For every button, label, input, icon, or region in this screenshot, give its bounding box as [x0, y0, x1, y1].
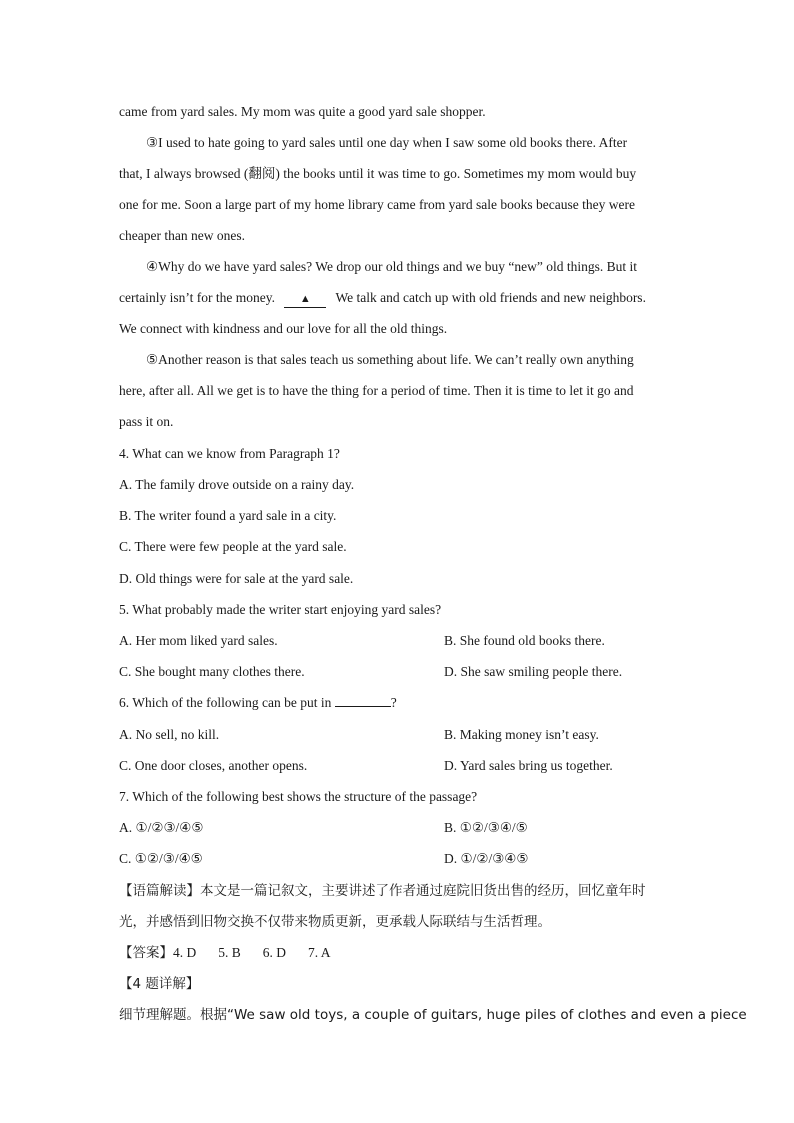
answer-blank: ▲	[284, 291, 326, 308]
question-4-option-c: C. There were few people at the yard sale.	[119, 539, 347, 554]
answer-key	[119, 943, 331, 963]
question-6-stem-end: ?	[390, 695, 397, 710]
paragraph-3-line: one for me. Soon a large part of my home library came from yard sale books because they were	[119, 197, 635, 212]
passage-interpretation: 【语篇解读】本文是一篇记叙文，主要讲述了作者通过庭院旧货出售的经历，回忆童年时	[119, 883, 646, 899]
question-4-option-a: A. The family drove outside on a rainy day.	[119, 477, 355, 492]
passage-interpretation: 光，并感悟到旧物交换不仅带来物质更新，更承载人际联结与生活哲理。	[119, 914, 551, 930]
question-5-option-d: D. She saw smiling people there.	[444, 664, 623, 679]
paragraph-5-line: ⑤Another reason is that sales teach us something about life. We can’t really own anything	[146, 352, 634, 367]
paragraph-4-line: We connect with kindness and our love for all the old things.	[119, 321, 448, 336]
answer-item: 4. D	[173, 945, 197, 960]
question-6-stem-text: 6. Which of the following can be put in	[119, 695, 332, 710]
question-5-option-a: A. Her mom liked yard sales.	[119, 633, 278, 648]
question-5-option-b: B. She found old books there.	[444, 633, 605, 648]
question-6-option-a: A. No sell, no kill.	[119, 727, 220, 742]
passage-line: came from yard sales. My mom was quite a good yard sale shopper.	[119, 104, 486, 119]
paragraph-4-line: ④Why do we have yard sales? We drop our old things and we buy “new” old things. But it	[146, 259, 638, 274]
question-7-option-c: C. ①②/③/④⑤	[119, 851, 203, 866]
question-5-option-c: C. She bought many clothes there.	[119, 664, 305, 679]
question-4-detail-content: 细节理解题。根据“We saw old toys, a couple of guitars, huge piles of clothes and even a piece	[119, 1007, 747, 1023]
question-6-option-b: B. Making money isn’t easy.	[444, 727, 599, 742]
question-7-stem: 7. Which of the following best shows the structure of the passage?	[119, 789, 478, 804]
paragraph-3-line: ③I used to hate going to yard sales until one day when I saw some old books there. After	[146, 135, 628, 150]
question-4-option-b: B. The writer found a yard sale in a city.	[119, 508, 337, 523]
question-7-option-b: B. ①②/③④/⑤	[444, 820, 528, 835]
question-6-option-c: C. One door closes, another opens.	[119, 758, 308, 773]
question-4-option-d: D. Old things were for sale at the yard sale.	[119, 571, 354, 586]
question-4-detail-title: 【4 题详解】	[119, 976, 200, 992]
paragraph-3-line: that, I always browsed (翻阅) the books until it was time to go. Sometimes my mom would buy	[119, 166, 637, 181]
question-7-option-d: D. ①/②/③④⑤	[444, 851, 529, 866]
paragraph-4-text: We talk and catch up with old friends and new neighbors.	[335, 290, 646, 305]
paragraph-5-line: pass it on.	[119, 414, 174, 429]
question-4-detail-text	[119, 1005, 747, 1025]
paragraph-4-text: certainly isn’t for the money.	[119, 290, 275, 305]
question-blank	[335, 693, 391, 707]
question-4-stem: 4. What can we know from Paragraph 1?	[119, 446, 340, 461]
paragraph-5-line: here, after all. All we get is to have the thing for a period of time. Then it is time to let it go and	[119, 383, 634, 398]
question-7-option-a: A. ①/②③/④⑤	[119, 820, 204, 835]
answer-label: 【答案】	[119, 945, 173, 961]
answer-item: 7. A	[308, 945, 331, 960]
question-6-option-d: D. Yard sales bring us together.	[444, 758, 613, 773]
question-6-stem	[119, 693, 397, 713]
answer-item: 5. B	[218, 945, 241, 960]
answer-item: 6. D	[262, 945, 287, 960]
paragraph-3-line: cheaper than new ones.	[119, 228, 245, 243]
paragraph-4-line	[119, 288, 646, 308]
question-5-stem: 5. What probably made the writer start enjoying yard sales?	[119, 602, 442, 617]
